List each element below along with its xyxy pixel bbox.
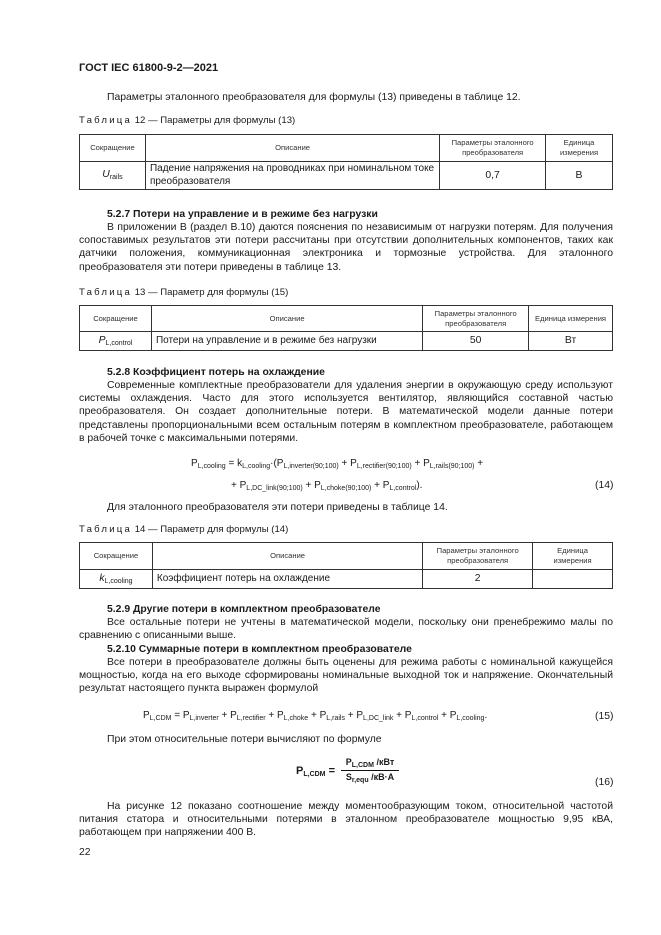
table14-header-abbr: Сокращение bbox=[80, 543, 153, 570]
table13-caption-text: 13 — Параметр для формулы (15) bbox=[134, 287, 289, 298]
table14-caption bbox=[79, 524, 288, 536]
table14-header-params: Параметры эталонного преобразователя bbox=[423, 543, 533, 570]
table14-value: 2 bbox=[423, 570, 533, 589]
table12-description: Падение напряжения на проводниках при номинальном токе преобразователя bbox=[145, 162, 439, 190]
formula-16-number: (16) bbox=[595, 777, 614, 788]
table12-unit: В bbox=[546, 162, 613, 190]
section-5-2-9-text: Все остальные потери не учтены в математической модели, поскольку они пренебрежимо малы по сравнению с описанными выше. bbox=[79, 617, 613, 642]
table12-caption bbox=[79, 115, 295, 127]
table14-symbol bbox=[80, 570, 153, 589]
symbol-main: P bbox=[98, 334, 106, 346]
table12-header-unit: Единица измерения bbox=[546, 135, 613, 162]
section-5-2-9-title: 5.2.9 Другие потери в комплектном преобразователе bbox=[107, 604, 381, 615]
table13-symbol bbox=[80, 332, 152, 351]
after-formula-14-text: Для эталонного преобразователя эти потери приведены в таблице 14. bbox=[107, 502, 448, 513]
table14-caption-word: Таблица bbox=[79, 524, 133, 535]
symbol-subscript: L,control bbox=[105, 339, 133, 347]
table13-header-abbr: Сокращение bbox=[80, 306, 152, 332]
table13 bbox=[79, 305, 613, 351]
table12-header-desc: Описание bbox=[145, 135, 439, 162]
formula-16-numerator: $P_{L,CDM}$ /кВт bbox=[345, 757, 395, 769]
table13-description: Потери на управление и в режиме без нагрузки bbox=[151, 332, 422, 351]
formula-14-number: (14) bbox=[595, 480, 614, 491]
table13-unit: Вт bbox=[529, 332, 613, 351]
section-5-2-7-text: В приложении В (раздел В.10) даются пояснения по независимым от нагрузки потерям. Для получения сопоставимых результатов эти потери рассчитаны при отсутствии дополнительных компонентов, таких как датчики положения, коммуникационная электроника и тормозные устройства. Для эталонного преобразователя эти потери приведены в таблице 13. bbox=[79, 222, 613, 273]
table14-caption-text: 14 — Параметр для формулы (14) bbox=[134, 524, 289, 535]
final-paragraph: На рисунке 12 показано соотношение между моментообразующим током, относительной частотой питания статора и относительными потерями в эталонном преобразователе мощностью 9,95 кВА, работающем при напряжении 400 В. bbox=[79, 801, 613, 839]
formula-16-denominator: $S_{r,equ}$ /кВ·А bbox=[345, 772, 395, 784]
table14-description: Коэффициент потерь на охлаждение bbox=[152, 570, 422, 589]
table-row bbox=[80, 570, 613, 589]
table14-unit bbox=[533, 570, 613, 589]
section-5-2-8-title: 5.2.8 Коэффициент потерь на охлаждение bbox=[107, 367, 325, 378]
table12-caption-word: Таблица bbox=[79, 115, 133, 126]
table14 bbox=[79, 542, 613, 589]
intro-paragraph: Параметры эталонного преобразователя для формулы (13) приведены в таблице 12. bbox=[107, 92, 521, 103]
formula-15-number: (15) bbox=[595, 711, 614, 722]
section-5-2-10-text: Все потери в преобразователе должны быть оценены для режима работы с номинальной кажущейся мощностью, когда на его выходе сформированы номинальные выходной ток и напряжение. Окончательный результат настоящего пункта выражен формулой bbox=[79, 657, 613, 695]
symbol-main: k bbox=[99, 572, 105, 584]
symbol-main: U bbox=[102, 169, 110, 181]
table12-header-row bbox=[80, 135, 613, 162]
table-row bbox=[80, 332, 613, 351]
standard-header: ГОСТ IEC 61800-9-2—2021 bbox=[79, 62, 219, 74]
table12-header-params: Параметры эталонного преобразователя bbox=[440, 135, 546, 162]
table14-header-row bbox=[80, 543, 613, 570]
formula-14-line-1: $P_{L,cooling} = k_{L,cooling}\cdot(P_{L,inverter(90;100)} + P_{L,rectifier(90;100)} + P_{L,rails(90;100)}$ + bbox=[191, 458, 484, 470]
table-row bbox=[80, 162, 613, 190]
table14-header-unit: Единица измерения bbox=[533, 543, 613, 570]
table12-symbol bbox=[80, 162, 146, 190]
table14-header-desc: Описание bbox=[152, 543, 422, 570]
formula-16-fraction-bar bbox=[341, 770, 399, 771]
table13-caption bbox=[79, 287, 288, 299]
formula-15: $P_{L,CDM} = P_{L,inverter} + P_{L,rectifier} + P_{L,choke} + P_{L,rails} + P_{L,DC\_link} + P_{L,control} + P_{L,cooling}$. bbox=[143, 710, 488, 722]
table13-value: 50 bbox=[423, 332, 529, 351]
relative-loss-intro: При этом относительные потери вычисляют по формуле bbox=[107, 734, 382, 745]
table12-caption-text: 12 — Параметры для формулы (13) bbox=[134, 115, 296, 126]
symbol-subscript: rails bbox=[109, 174, 123, 182]
table12 bbox=[79, 134, 613, 190]
page-number: 22 bbox=[79, 847, 91, 858]
formula-14-line-2: + $P_{L,DC\_link(90;100)} + P_{L,choke(90;100)} + P_{L,control}$). bbox=[231, 480, 423, 492]
section-5-2-7-title: 5.2.7 Потери на управление и в режиме без нагрузки bbox=[107, 209, 378, 220]
section-5-2-8-text: Современные комплектные преобразователи для удаления энергии в окружающую среду используют системы охлаждения. Часто для этого используется вентилятор, являющийся составной частью преобразователя. Он создает дополнительные потери. В математической модели данные потери представлены пропорциональными всем остальным потерям в комплектном преобразователе, работающем в рабочей точке с максимальными потерями. bbox=[79, 380, 613, 444]
section-5-2-10-title: 5.2.10 Суммарные потери в комплектном преобразователе bbox=[107, 644, 412, 655]
symbol-subscript: L,cooling bbox=[104, 577, 133, 585]
table13-header-desc: Описание bbox=[151, 306, 422, 332]
table12-value: 0,7 bbox=[440, 162, 546, 190]
table12-header-abbr: Сокращение bbox=[80, 135, 146, 162]
table13-header-params: Параметры эталонного преобразователя bbox=[423, 306, 529, 332]
formula-16-lhs: $P_{L,CDM}$ = bbox=[296, 765, 335, 778]
table13-header-row bbox=[80, 306, 613, 332]
table13-header-unit: Единица измерения bbox=[529, 306, 613, 332]
table13-caption-word: Таблица bbox=[79, 287, 133, 298]
